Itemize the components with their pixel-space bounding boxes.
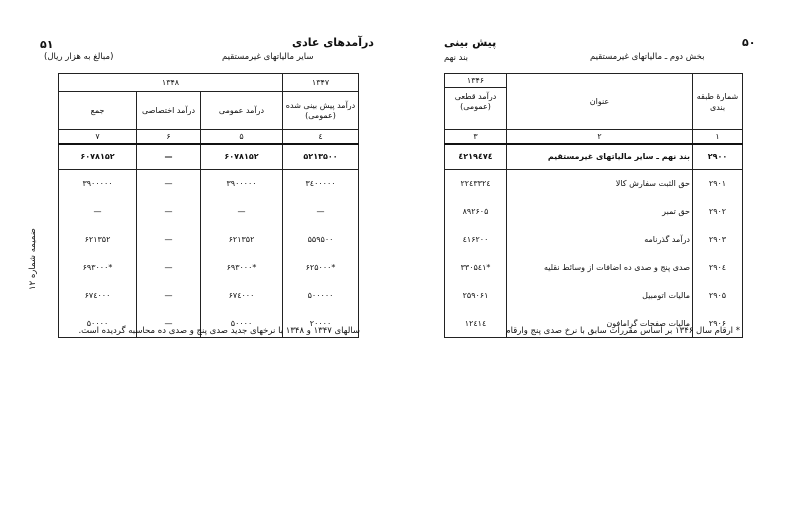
unit-note: (مبالغ به هزار ریال) [44, 52, 114, 62]
table-row [445, 170, 743, 198]
cell-revenue: ۲۲٤۳۳۲٤ [445, 170, 507, 198]
col-general-revenue-header: درآمد عمومی [201, 92, 283, 130]
table-row [445, 226, 743, 254]
cell-general: ۶۰۷۸۱۵۲ [201, 144, 283, 170]
table-row [59, 226, 359, 254]
cell-total: ۶۹۳۰۰۰* [59, 254, 137, 282]
col-forecast-header: درآمد پیش بینی شده (عمومی) [283, 92, 359, 130]
table-row [445, 254, 743, 282]
cell-special: — [137, 198, 201, 226]
cell-total: ۶۲۱۳۵۲ [59, 226, 137, 254]
cell-forecast: ۵۰۰۰۰۰ [283, 282, 359, 310]
table-row [59, 198, 359, 226]
year-1348-header: ۱۳۴۸ [59, 74, 283, 92]
cell-special: — [137, 226, 201, 254]
cell-title: حق تمبر [507, 198, 693, 226]
left-page-number: ۵۱ [40, 38, 54, 51]
cell-revenue: ٤۱۶۲۰۰ [445, 226, 507, 254]
cell-total: ۶۰۷۸۱۵۲ [59, 144, 137, 170]
col-number-5: ۵ [201, 130, 283, 144]
cell-general: ۶۹۳۰۰۰* [201, 254, 283, 282]
cell-title: بند نهم ـ سایر مالیاتهای غیرمستقیم [507, 144, 693, 170]
cell-forecast: ۵۲۱۳۵۰۰ [283, 144, 359, 170]
cell-code: ۲۹۰۱ [693, 170, 743, 198]
left-footnote: سالهای ۱۳۴۷ و ۱۳۴۸ با نرخهای جدید صدی پنج و صدی ده محاسبه گردیده است. [78, 326, 360, 336]
table-row [59, 254, 359, 282]
cell-forecast: ۳٤۰۰۰۰۰ [283, 170, 359, 198]
cell-revenue: ۲۵۹۰۶۱ [445, 282, 507, 310]
cell-forecast: ۶۲۵۰۰۰* [283, 254, 359, 282]
col-revenue-label: درآمد قطعی (عمومی) [454, 92, 497, 111]
cell-general: ۵۰۰۰۰ [201, 310, 283, 338]
cell-title: حق الثبت سفارش کالا [507, 170, 693, 198]
col-total-header: جمع [59, 92, 137, 130]
cell-special: — [137, 144, 201, 170]
cell-special: — [137, 310, 201, 338]
left-page-title: درآمدهای عادی [292, 36, 374, 49]
attachment-side-note: ضمیمه شماره ۱۲ [28, 228, 38, 290]
table-row [59, 144, 359, 170]
right-table [444, 73, 743, 338]
year-1347-header: ۱۳۴۷ [283, 74, 359, 92]
cell-total: ۶۷٤۰۰۰ [59, 282, 137, 310]
section-label: بند نهم [444, 53, 469, 63]
cell-special: — [137, 170, 201, 198]
col-number-4: ٤ [283, 130, 359, 144]
left-table [58, 73, 359, 338]
cell-code: ۲۹۰۶ [693, 310, 743, 338]
cell-revenue: ٤۲۱۹٤۷٤ [445, 144, 507, 170]
col-title-header: عنوان [507, 74, 693, 130]
cell-total: ۵۰۰۰۰ [59, 310, 137, 338]
cell-special: — [137, 282, 201, 310]
cell-code: ۲۹۰٤ [693, 254, 743, 282]
cell-general: ۳۹۰۰۰۰۰ [201, 170, 283, 198]
cell-general: ۶۷٤۰۰۰ [201, 282, 283, 310]
cell-total: ۳۹۰۰۰۰۰ [59, 170, 137, 198]
cell-total: — [59, 198, 137, 226]
table-row [445, 144, 743, 170]
col-number-3: ۳ [445, 130, 507, 144]
col-number-6: ۶ [137, 130, 201, 144]
right-page-number: ۵۰ [742, 36, 756, 49]
cell-general: ۶۲۱۳۵۲ [201, 226, 283, 254]
col-revenue-header [445, 74, 507, 130]
table-row [59, 170, 359, 198]
table-row [445, 282, 743, 310]
col-number-2: ۲ [507, 130, 693, 144]
cell-title: درآمد گذرنامه [507, 226, 693, 254]
cell-forecast: ۲۰۰۰۰ [283, 310, 359, 338]
cell-code: ۲۹۰۰ [693, 144, 743, 170]
cell-code: ۲۹۰۲ [693, 198, 743, 226]
cell-revenue: ۳۳۰۵٤۱* [445, 254, 507, 282]
table-row [59, 282, 359, 310]
cell-special: — [137, 254, 201, 282]
col-special-revenue-header: درآمد اختصاصی [137, 92, 201, 130]
cell-title: مالیات اتومبیل [507, 282, 693, 310]
cell-forecast: — [283, 198, 359, 226]
right-footnote: * ارقام سال ۱۳۴۶ بر اساس مقررات سابق با نرخ صدی پنج وارقام [505, 326, 740, 336]
col-classification-header: شمارهٔ طبقه بندی [693, 74, 743, 130]
cell-general: — [201, 198, 283, 226]
table-row [445, 198, 743, 226]
col-number-7: ۷ [59, 130, 137, 144]
cell-title: صدی پنج و صدی ده اضافات از وسائط نقلیه [507, 254, 693, 282]
cell-code: ۲۹۰۵ [693, 282, 743, 310]
cell-revenue: ۸۹۲۶۰۵ [445, 198, 507, 226]
right-page-subtitle: بخش دوم ـ مالیاتهای غیرمستقیم [590, 52, 705, 62]
cell-forecast: ۵۵۹۵۰۰ [283, 226, 359, 254]
cell-code: ۲۹۰۳ [693, 226, 743, 254]
year-1346-header: ۱۳۴۶ [445, 74, 506, 88]
left-page-subtitle: سایر مالیاتهای غیرمستقیم [222, 52, 314, 62]
cell-revenue: ۱۲٤۱٤ [445, 310, 507, 338]
cell-title: مالیات صفحات گرامافون [507, 310, 693, 338]
col-number-1: ۱ [693, 130, 743, 144]
right-page-title: پیش بینی [444, 36, 497, 49]
